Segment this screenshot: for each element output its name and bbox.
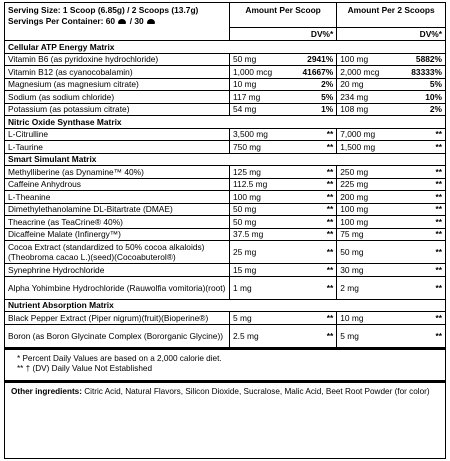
amount-per-2-scoops: 200 mg <box>337 191 393 204</box>
nutrient-row <box>5 228 445 241</box>
dv-per-2-scoops: 83333% <box>393 66 445 79</box>
servings-per-container <box>8 16 226 27</box>
amount-per-2-scoops: 50 mg <box>337 241 393 264</box>
nutrient-name: Vitamin B12 (as cyanocobalamin) <box>5 66 230 79</box>
other-ingredients <box>5 380 445 397</box>
amount-per-scoop: 1 mg <box>230 276 286 299</box>
amount-per-scoop: 10 mg <box>230 78 286 91</box>
dv-per-scoop: 5% <box>286 91 337 104</box>
section-title: Cellular ATP Energy Matrix <box>5 41 445 54</box>
nutrient-row <box>5 66 445 79</box>
dv-per-2-scoops: ** <box>393 324 445 347</box>
nutrient-name: Synephrine Hydrochloride <box>5 264 230 277</box>
amount-per-2-scoops: 108 mg <box>337 103 393 116</box>
dv-per-2-scoops: ** <box>393 241 445 264</box>
dv-per-2-scoops: ** <box>393 228 445 241</box>
nutrient-name: Methylliberine (as Dynamine™ 40%) <box>5 166 230 179</box>
amount-per-scoop: 1,000 mcg <box>230 66 286 79</box>
dv-per-2-scoops: 5% <box>393 78 445 91</box>
nutrient-name: L-Theanine <box>5 191 230 204</box>
dv-per-scoop: 1% <box>286 103 337 116</box>
dv-per-2-scoops: ** <box>393 276 445 299</box>
dv-per-scoop: ** <box>286 312 337 325</box>
other-ingredients-label: Other ingredients: <box>11 386 82 396</box>
amount-per-scoop: 3,500 mg <box>230 128 286 141</box>
section-header <box>5 153 445 166</box>
amount-per-2-scoops: 234 mg <box>337 91 393 104</box>
amount-per-scoop: 25 mg <box>230 241 286 264</box>
nutrient-row <box>5 166 445 179</box>
nutrient-name: Magnesium (as magnesium citrate) <box>5 78 230 91</box>
amount-per-2-scoops: 30 mg <box>337 264 393 277</box>
nutrient-row <box>5 103 445 116</box>
nutrient-row <box>5 141 445 154</box>
servings-per-container-mid: / 30 <box>129 16 144 26</box>
scoop-icon <box>118 19 126 24</box>
amount-per-scoop: 50 mg <box>230 203 286 216</box>
dv-per-scoop: ** <box>286 216 337 229</box>
nutrient-name: L-Citrulline <box>5 128 230 141</box>
nutrient-row <box>5 78 445 91</box>
nutrient-row <box>5 128 445 141</box>
nutrient-name: Vitamin B6 (as pyridoxine hydrochloride) <box>5 53 230 66</box>
dv-per-2-scoops: 5882% <box>393 53 445 66</box>
amount-per-scoop: 54 mg <box>230 103 286 116</box>
amount-per-2-scoops: 250 mg <box>337 166 393 179</box>
amount-per-scoop: 100 mg <box>230 191 286 204</box>
nutrient-name: Theacrine (as TeaCrine® 40%) <box>5 216 230 229</box>
dv-per-scoop: ** <box>286 203 337 216</box>
amount-per-scoop: 50 mg <box>230 216 286 229</box>
header-row <box>5 3 445 28</box>
nutrient-name: L-Taurine <box>5 141 230 154</box>
dv-per-2-scoops: ** <box>393 203 445 216</box>
dv-per-scoop: ** <box>286 241 337 264</box>
nutrient-row <box>5 191 445 204</box>
nutrient-row <box>5 178 445 191</box>
dv-per-scoop: ** <box>286 191 337 204</box>
dv-per-2-scoops: ** <box>393 191 445 204</box>
amount-per-2-scoops: 2,000 mcg <box>337 66 393 79</box>
section-header <box>5 299 445 312</box>
nutrient-name: Cocoa Extract (standardized to 50% cocoa alkaloids) (Theobroma cacao L.)(seed)(Cocoabuterol®) <box>5 241 230 264</box>
section-title: Smart Simulant Matrix <box>5 153 445 166</box>
dv-label-1: DV%* <box>286 28 337 41</box>
dv-per-scoop: ** <box>286 264 337 277</box>
dv-per-scoop: ** <box>286 166 337 179</box>
scoop-icon <box>147 19 155 24</box>
nutrient-name: Boron (as Boron Glycinate Complex (Bororganic Glycine)) <box>5 324 230 347</box>
nutrient-row <box>5 312 445 325</box>
serving-size: Serving Size: 1 Scoop (6.85g) / 2 Scoops (13.7g) <box>8 5 199 15</box>
amount-per-2-scoops: 100 mg <box>337 216 393 229</box>
amount-per-scoop: 2.5 mg <box>230 324 286 347</box>
section-title: Nutrient Absorption Matrix <box>5 299 445 312</box>
nutrient-row <box>5 53 445 66</box>
nutrient-row <box>5 324 445 347</box>
footnote-dv-basis: * Percent Daily Values are based on a 2,000 calorie diet. <box>17 353 222 363</box>
dv-per-scoop: 2% <box>286 78 337 91</box>
amount-per-2-scoops: 225 mg <box>337 178 393 191</box>
section-header <box>5 116 445 129</box>
dv-per-scoop: ** <box>286 276 337 299</box>
other-ingredients-text: Citric Acid, Natural Flavors, Silicon Dioxide, Sucralose, Malic Acid, Beet Root Powder (for color) <box>81 386 430 396</box>
nutrient-name: Caffeine Anhydrous <box>5 178 230 191</box>
nutrient-row <box>5 241 445 264</box>
dv-per-2-scoops: ** <box>393 128 445 141</box>
amount-per-scoop: 37.5 mg <box>230 228 286 241</box>
nutrient-name: Sodium (as sodium chloride) <box>5 91 230 104</box>
dv-per-scoop: 41667% <box>286 66 337 79</box>
nutrient-row <box>5 91 445 104</box>
amount-per-scoop: 125 mg <box>230 166 286 179</box>
amount-per-2-scoops: 100 mg <box>337 53 393 66</box>
nutrient-name: Black Pepper Extract (Piper nigrum)(fruit)(Bioperine®) <box>5 312 230 325</box>
amount-per-2-scoops: 20 mg <box>337 78 393 91</box>
nutrient-row <box>5 216 445 229</box>
dv-per-2-scoops: ** <box>393 166 445 179</box>
column-header-per-scoop: Amount Per Scoop <box>230 3 337 28</box>
serving-info <box>5 3 230 28</box>
supplement-facts-panel <box>4 2 446 459</box>
amount-per-scoop: 50 mg <box>230 53 286 66</box>
section-title: Nitric Oxide Synthase Matrix <box>5 116 445 129</box>
amount-per-2-scoops: 7,000 mg <box>337 128 393 141</box>
amount-per-scoop: 5 mg <box>230 312 286 325</box>
dv-header-row <box>5 28 445 41</box>
footnote-dv-not-established: ** † (DV) Daily Value Not Established <box>17 363 153 373</box>
dv-per-scoop: ** <box>286 324 337 347</box>
amount-per-2-scoops: 100 mg <box>337 203 393 216</box>
dv-per-scoop: ** <box>286 228 337 241</box>
amount-per-scoop: 750 mg <box>230 141 286 154</box>
amount-per-2-scoops: 1,500 mg <box>337 141 393 154</box>
amount-per-2-scoops: 10 mg <box>337 312 393 325</box>
dv-per-2-scoops: ** <box>393 264 445 277</box>
dv-per-2-scoops: ** <box>393 141 445 154</box>
amount-per-scoop: 15 mg <box>230 264 286 277</box>
dv-per-scoop: 2941% <box>286 53 337 66</box>
amount-per-2-scoops: 2 mg <box>337 276 393 299</box>
dv-per-2-scoops: ** <box>393 216 445 229</box>
nutrient-name: Alpha Yohimbine Hydrochloride (Rauwolfia vomitoria)(root) <box>5 276 230 299</box>
amount-per-scoop: 112.5 mg <box>230 178 286 191</box>
dv-per-2-scoops: ** <box>393 312 445 325</box>
nutrient-name: Potassium (as potassium citrate) <box>5 103 230 116</box>
amount-per-scoop: 117 mg <box>230 91 286 104</box>
nutrient-name: Dimethylethanolamine DL-Bitartrate (DMAE) <box>5 203 230 216</box>
footnotes <box>5 347 445 374</box>
dv-per-2-scoops: 10% <box>393 91 445 104</box>
dv-per-scoop: ** <box>286 141 337 154</box>
dv-per-scoop: ** <box>286 178 337 191</box>
column-header-per-2-scoops: Amount Per 2 Scoops <box>337 3 445 28</box>
dv-per-2-scoops: 2% <box>393 103 445 116</box>
dv-per-2-scoops: ** <box>393 178 445 191</box>
amount-per-2-scoops: 75 mg <box>337 228 393 241</box>
dv-per-scoop: ** <box>286 128 337 141</box>
nutrient-row <box>5 276 445 299</box>
nutrient-row <box>5 264 445 277</box>
nutrient-name: Dicaffeine Malate (Infinergy™) <box>5 228 230 241</box>
servings-per-container-prefix: Servings Per Container: 60 <box>8 16 116 26</box>
amount-per-2-scoops: 5 mg <box>337 324 393 347</box>
supplement-facts-table <box>5 3 445 347</box>
dv-label-2: DV%* <box>393 28 445 41</box>
nutrient-row <box>5 203 445 216</box>
section-header <box>5 41 445 54</box>
